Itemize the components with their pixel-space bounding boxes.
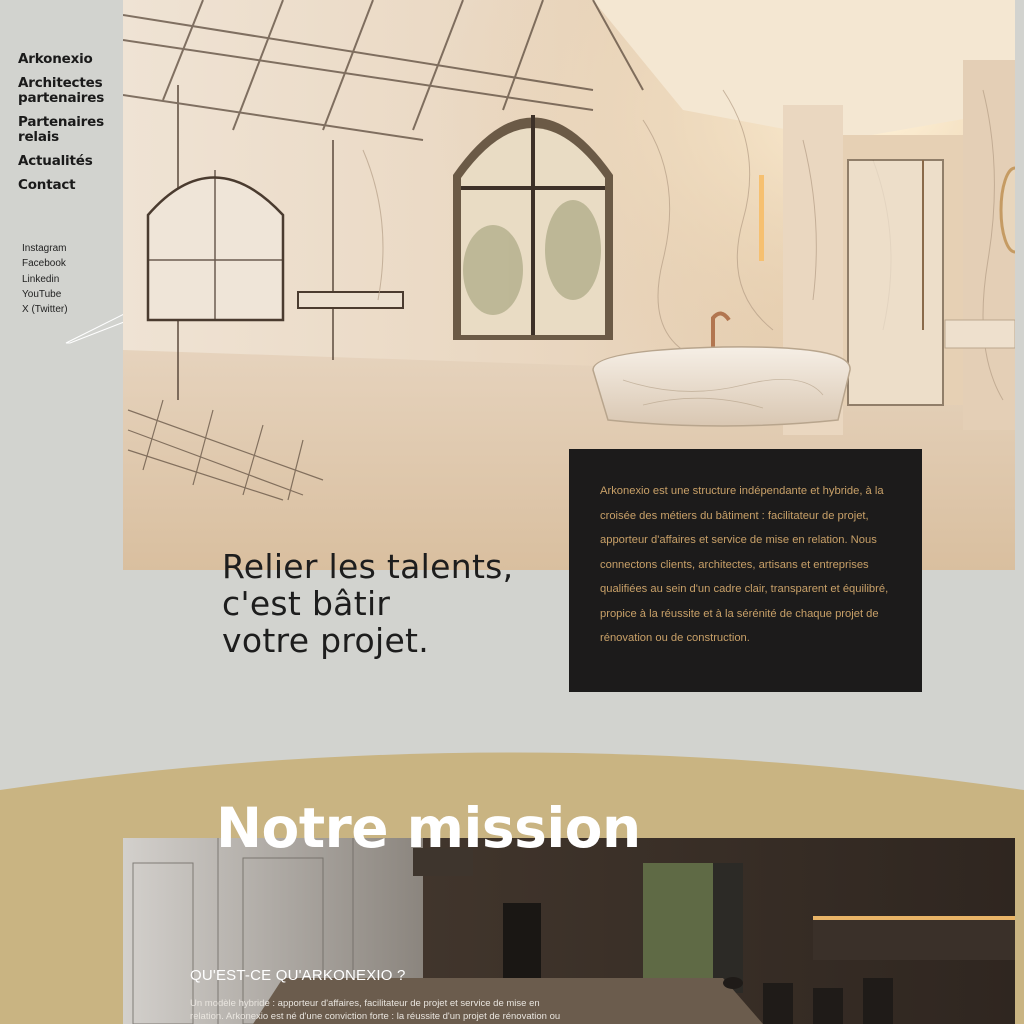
nav-item-arkonexio[interactable]: Arkonexio bbox=[18, 51, 93, 67]
hero-tagline bbox=[222, 548, 513, 659]
main-nav bbox=[18, 52, 118, 202]
social-link-x[interactable]: X (Twitter) bbox=[22, 304, 68, 316]
mission-title: Notre mission bbox=[216, 796, 641, 860]
nav-item-actualites[interactable]: Actualités bbox=[18, 153, 93, 169]
intro-box bbox=[569, 449, 922, 692]
mission-subtitle: QU'EST-CE QU'ARKONEXIO ? bbox=[190, 967, 406, 984]
mission-text: Un modèle hybride : apporteur d'affaires, facilitateur de projet et service de mise en relation. Arkonexio est né d'une conviction forte : la réussite d'un projet de rénovation ou bbox=[190, 998, 561, 1022]
nav-item-contact[interactable]: Contact bbox=[18, 177, 76, 193]
tagline-line: votre projet. bbox=[222, 621, 430, 660]
decorative-sketch-line bbox=[64, 310, 126, 346]
tagline-line: Relier les talents, bbox=[222, 547, 514, 586]
social-link-linkedin[interactable]: Linkedin bbox=[22, 273, 60, 285]
nav-item-partenaires-relais[interactable]: Partenaires relais bbox=[18, 114, 104, 145]
social-link-facebook[interactable]: Facebook bbox=[22, 258, 66, 270]
social-link-youtube[interactable]: YouTube bbox=[22, 288, 62, 300]
nav-item-architectes-partenaires[interactable]: Architectes partenaires bbox=[18, 75, 105, 106]
social-link-instagram[interactable]: Instagram bbox=[22, 243, 67, 254]
tagline-line: c'est bâtir bbox=[222, 584, 391, 623]
social-links bbox=[22, 241, 68, 317]
intro-description: Arkonexio est une structure indépendante et hybride, à la croisée des métiers du bâtiment : facilitateur de projet, apporteur d'affaires et service de mise en relation. Nous connectons clients, architectes, artisans et entreprises qualifiées au sein d'un cadre clair, transparent et équilibré, propice à la réussite et à la sérénité de chaque projet de rénovation ou de construction. bbox=[600, 485, 889, 644]
